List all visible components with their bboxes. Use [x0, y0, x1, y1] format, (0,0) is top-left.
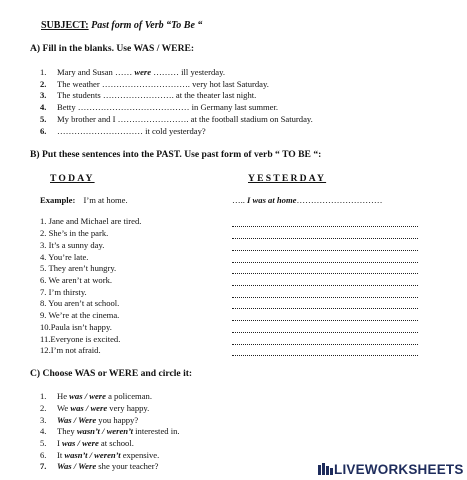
answer-blank-11[interactable] [232, 344, 418, 345]
section-b-item-10: 10.Paula isn’t happy. [40, 322, 112, 332]
item-text-after: she your teacher? [96, 461, 159, 471]
item-text-before: They [57, 426, 77, 436]
item-number: 7. [40, 461, 47, 471]
choice-option[interactable]: was / were [62, 438, 99, 448]
item-number: 1. [40, 67, 47, 77]
example-answer: I was at home [247, 195, 297, 205]
item-text: Betty ………………………………… in Germany last summer. [57, 102, 279, 112]
item-number: 6. [40, 126, 47, 136]
item-text-after: very happy. [107, 403, 150, 413]
section-b-item-11: 11.Everyone is excited. [40, 334, 121, 344]
column-header-today: TODAY [50, 173, 95, 184]
section-b-item-9: 9. We’re at the cinema. [40, 310, 120, 320]
answer-blank-5[interactable] [232, 273, 418, 274]
section-a-title: A) Fill in the blanks. Use WAS / WERE: [30, 43, 195, 54]
subject-value: Past form of Verb “To Be “ [91, 20, 203, 31]
section-b-item-7: 7. I’m thirsty. [40, 287, 87, 297]
choice-option[interactable]: Was / Were [57, 461, 97, 471]
liveworksheets-watermark [318, 463, 464, 477]
choice-option[interactable]: was / were [70, 403, 108, 413]
section-b-item-2: 2. She’s in the park. [40, 228, 109, 238]
item-number: 4. [40, 426, 47, 436]
item-text: The weather …………………………. very hot last Saturday. [57, 79, 269, 89]
answer-blank-12[interactable] [232, 355, 418, 356]
answer-blank-7[interactable] [232, 297, 418, 298]
item-text-after: interested in. [133, 426, 180, 436]
example-answer-line [232, 196, 382, 205]
item-text-before: Mary and Susan …… [57, 67, 135, 77]
choice-option[interactable]: wasn’t / weren’t [76, 426, 133, 436]
choice-option[interactable]: was / were [69, 391, 106, 401]
column-header-yesterday: YESTERDAY [248, 173, 327, 184]
item-number: 3. [40, 415, 47, 425]
item-text-before: I [57, 438, 63, 448]
answer-blank-1[interactable] [232, 226, 418, 227]
section-b-item-5: 5. They aren’t hungry. [40, 263, 117, 273]
item-number: 6. [40, 450, 47, 460]
section-c-title: C) Choose WAS or WERE and circle it: [30, 368, 193, 379]
section-b-item-6: 6. We aren’t at work. [40, 275, 113, 285]
subject-label: SUBJECT: [41, 20, 89, 31]
section-b-item-12: 12.I’m not afraid. [40, 345, 101, 355]
item-text-before: He [57, 391, 70, 401]
item-number: 2. [40, 403, 47, 413]
item-number: 1. [40, 391, 47, 401]
watermark-text: LIVEWORKSHEETS [334, 462, 464, 477]
item-text: ………………………… it cold yesterday? [57, 126, 206, 136]
item-text-before: It [57, 450, 65, 460]
choice-option[interactable]: wasn’t / weren’t [64, 450, 121, 460]
example-prefix: ….. [232, 195, 248, 205]
section-b-item-4: 4. You’re late. [40, 252, 89, 262]
example-row [40, 196, 128, 205]
section-b-item-1: 1. Jane and Michael are tired. [40, 216, 142, 226]
item-text-after: expensive. [120, 450, 160, 460]
answer-blank-8[interactable] [232, 308, 418, 309]
section-b-item-3: 3. It’s a sunny day. [40, 240, 105, 250]
item-text-after: a policeman. [105, 391, 152, 401]
item-text-after: ……… ill yesterday. [151, 67, 225, 77]
item-text-after: you happy? [96, 415, 139, 425]
section-b-item-8: 8. You aren’t at school. [40, 298, 120, 308]
answer-blank-3[interactable] [232, 250, 418, 251]
answer-blank-9[interactable] [232, 320, 418, 321]
example-label: Example: [40, 195, 76, 205]
item-text-before: We [57, 403, 71, 413]
example-today: I’m at home. [83, 195, 128, 205]
item-number: 5. [40, 438, 47, 448]
item-number: 2. [40, 79, 47, 89]
answer-blank-10[interactable] [232, 332, 418, 333]
item-number: 4. [40, 102, 47, 112]
liveworksheets-logo-icon [318, 463, 333, 475]
item-number: 3. [40, 90, 47, 100]
item-number: 5. [40, 114, 47, 124]
worksheet-subject [41, 21, 202, 31]
item-text: The students ……………………. at the theater last night. [57, 90, 257, 100]
answer-blank-4[interactable] [232, 262, 418, 263]
answer-blank-6[interactable] [232, 285, 418, 286]
item-text-after: at school. [98, 438, 134, 448]
choice-option[interactable]: Was / Were [57, 415, 97, 425]
section-b-title: B) Put these sentences into the PAST. Use past form of verb “ TO BE “: [30, 149, 322, 160]
example-answer: were [134, 67, 152, 77]
example-suffix: ………………………… [296, 195, 383, 205]
answer-blank-2[interactable] [232, 238, 418, 239]
item-text: My brother and I ……………………. at the football stadium on Saturday. [57, 114, 313, 124]
